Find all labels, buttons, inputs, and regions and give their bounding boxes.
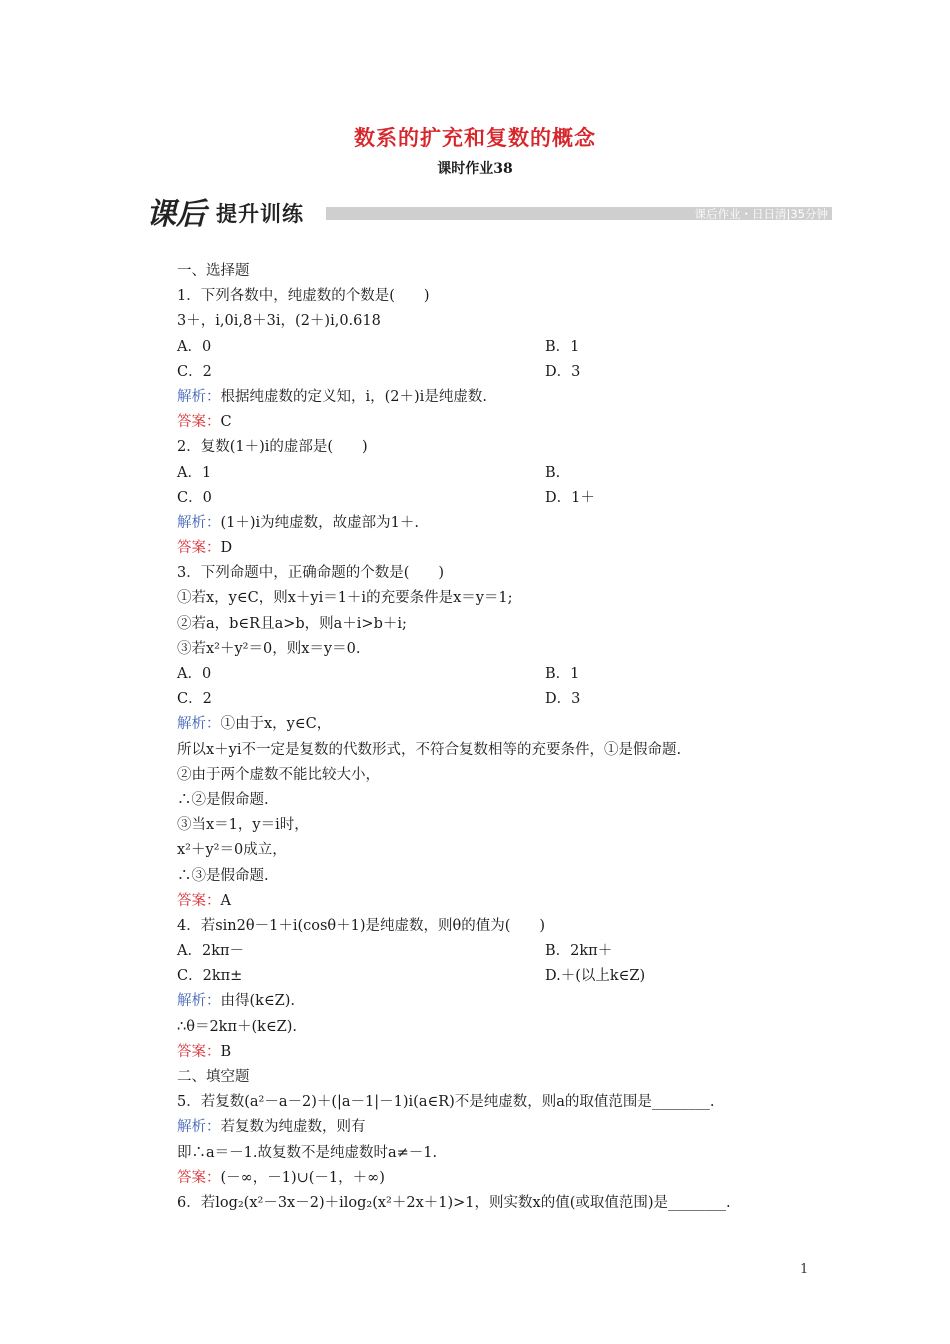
line-text: (－∞，－1)∪(－1，＋∞) xyxy=(220,1169,385,1186)
text-line xyxy=(177,889,817,914)
line-text: ①若x，y∈C，则x＋yi＝1＋i的充要条件是x＝y＝1; xyxy=(177,590,513,607)
option-left: C．2kπ± xyxy=(177,968,243,985)
answer-label: 答案： xyxy=(177,1169,221,1186)
line-text: 二、填空题 xyxy=(177,1069,250,1085)
text-line xyxy=(177,284,817,309)
text-line xyxy=(177,1115,817,1140)
text-line xyxy=(177,813,817,838)
text-line xyxy=(177,561,817,586)
text-line xyxy=(177,864,817,889)
line-text: ①由于x，y∈C， xyxy=(220,716,332,733)
answer-label: 答案： xyxy=(177,892,221,909)
line-text: B xyxy=(220,1043,232,1060)
option-right: D.＋(以上k∈Z) xyxy=(545,968,646,985)
option-left: A．0 xyxy=(177,666,212,682)
line-text: 5．若复数(a²－a－2)＋(|a－1|－1)i(a∈R)不是纯虚数，则a的取值范围是________. xyxy=(177,1094,715,1111)
line-text: 3．下列命题中，正确命题的个数是( ) xyxy=(177,565,445,582)
line-text: A xyxy=(220,892,231,909)
text-line xyxy=(177,914,817,939)
text-line xyxy=(177,410,817,435)
line-text: 4．若sin2θ－1＋i(cosθ＋1)是纯虚数，则θ的值为( ) xyxy=(177,917,546,934)
line-text: ∴θ＝2kπ＋(k∈Z). xyxy=(177,1018,298,1035)
text-line xyxy=(177,1015,817,1040)
option-left: C．0 xyxy=(177,489,212,506)
page-title: 数系的扩充和复数的概念 xyxy=(354,125,596,150)
analysis-label: 解析： xyxy=(177,716,221,733)
line-text: 即∴a＝－1.故复数不是纯虚数时a≠－1. xyxy=(177,1144,438,1161)
svg-text:课后: 课后 xyxy=(146,197,206,232)
line-text: 根据纯虚数的定义知，i，(2＋)i是纯虚数. xyxy=(220,388,487,405)
text-line xyxy=(177,335,817,360)
text-line xyxy=(177,486,817,511)
text-line xyxy=(177,435,817,460)
option-right: B. xyxy=(545,464,561,481)
text-line xyxy=(177,662,817,687)
line-text: (1＋)i为纯虚数，故虚部为1＋. xyxy=(220,514,420,531)
section-banner xyxy=(146,194,832,234)
line-text: ②由于两个虚数不能比较大小， xyxy=(177,766,380,783)
option-right: B．1 xyxy=(545,338,580,355)
line-text: 2．复数(1＋)i的虚部是( ) xyxy=(177,439,368,456)
option-right: B．1 xyxy=(545,666,580,682)
text-line xyxy=(177,309,817,334)
line-text: x²＋y²＝0成立， xyxy=(177,842,287,859)
banner-title: 提升训练 xyxy=(216,202,304,226)
option-left: A．0 xyxy=(177,338,212,355)
option-right: D．3 xyxy=(545,691,581,708)
banner-bar-text: 课后作业・日日清|35分钟 xyxy=(694,207,828,221)
text-line xyxy=(177,989,817,1014)
line-text: ③当x＝1，y＝i时， xyxy=(177,817,309,834)
text-line xyxy=(177,259,817,284)
kehou-logo-icon xyxy=(146,194,216,234)
text-line xyxy=(177,738,817,763)
text-line xyxy=(177,939,817,964)
option-right: D．1＋ xyxy=(545,489,595,506)
text-line xyxy=(177,687,817,712)
text-line xyxy=(177,712,817,737)
answer-label: 答案： xyxy=(177,1043,221,1060)
line-text: 1．下列各数中，纯虚数的个数是( ) xyxy=(177,288,430,305)
text-line xyxy=(177,1141,817,1166)
text-line xyxy=(177,586,817,611)
option-right: B．2kπ＋ xyxy=(545,943,613,960)
line-text: 一、选择题 xyxy=(177,263,250,279)
line-text: 3＋，i,0i,8＋3i，(2＋)i,0.618 xyxy=(177,313,381,330)
text-line xyxy=(177,385,817,410)
text-line xyxy=(177,637,817,662)
line-text: 由得(k∈Z). xyxy=(220,993,296,1010)
text-line xyxy=(177,612,817,637)
line-text: ②若a，b∈R且a>b，则a＋i>b＋i; xyxy=(177,615,407,632)
text-line xyxy=(177,1040,817,1065)
text-line xyxy=(177,763,817,788)
analysis-label: 解析： xyxy=(177,514,221,531)
line-text: ③若x²＋y²＝0，则x＝y＝0. xyxy=(177,640,361,657)
answer-label: 答案： xyxy=(177,414,221,431)
option-right: D．3 xyxy=(545,363,581,380)
text-line xyxy=(177,360,817,385)
line-text: 6．若log₂(x²－3x－2)＋ilog₂(x²＋2x＋1)>1，则实数x的值(或取值范围)是________. xyxy=(177,1194,731,1211)
line-text: 若复数为纯虚数，则有 xyxy=(220,1119,366,1136)
text-line xyxy=(177,838,817,863)
text-line xyxy=(177,788,817,813)
analysis-label: 解析： xyxy=(177,388,221,405)
option-left: A．2kπ－ xyxy=(177,943,245,960)
text-line xyxy=(177,964,817,989)
document-body xyxy=(177,259,817,1216)
page-number: 1 xyxy=(800,1262,809,1277)
option-left: C．2 xyxy=(177,691,212,708)
line-text: C xyxy=(220,414,232,431)
analysis-label: 解析： xyxy=(177,993,221,1010)
line-text: 所以x＋yi不一定是复数的代数形式，不符合复数相等的充要条件，①是假命题. xyxy=(177,741,682,758)
answer-label: 答案： xyxy=(177,540,221,557)
analysis-label: 解析： xyxy=(177,1119,221,1136)
text-line xyxy=(177,1090,817,1115)
text-line xyxy=(177,461,817,486)
banner-bar xyxy=(326,207,832,220)
text-line xyxy=(177,1166,817,1191)
option-left: C．2 xyxy=(177,363,212,380)
page-subtitle: 课时作业38 xyxy=(437,161,513,177)
text-line xyxy=(177,511,817,536)
line-text: D xyxy=(220,540,233,557)
option-left: A．1 xyxy=(177,464,212,481)
line-text: ∴②是假命题. xyxy=(177,791,269,808)
text-line xyxy=(177,536,817,561)
line-text: ∴③是假命题. xyxy=(177,867,269,884)
text-line xyxy=(177,1065,817,1090)
text-line xyxy=(177,1191,817,1216)
